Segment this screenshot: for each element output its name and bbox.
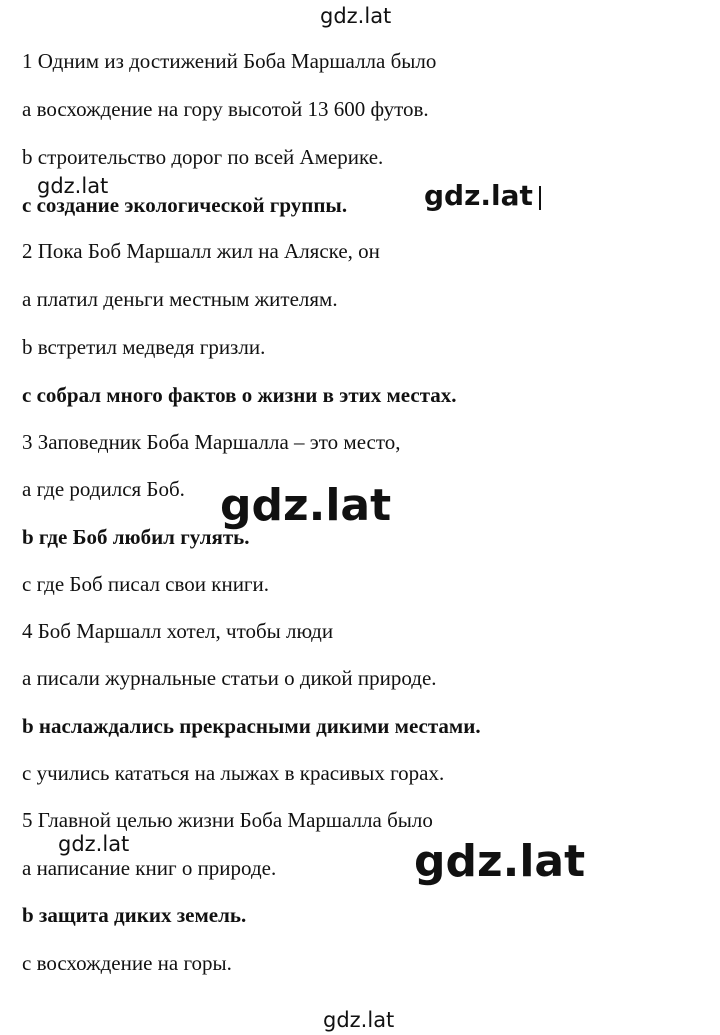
option-1b: b строительство дорог по всей Америке. <box>22 145 384 169</box>
option-2c-answer: с собрал много фактов о жизни в этих местах. <box>22 383 457 407</box>
option-1a: а восхождение на гору высотой 13 600 футов. <box>22 97 429 121</box>
question-1: 1 Одним из достижений Боба Маршалла было <box>22 49 437 73</box>
option-2b: b встретил медведя гризли. <box>22 335 266 359</box>
watermark-large-1: gdz.lat <box>220 480 392 531</box>
option-5b-answer: b защита диких земель. <box>22 903 247 927</box>
watermark-small-1: gdz.lat <box>37 174 109 198</box>
option-4c: с учились кататься на лыжах в красивых горах. <box>22 761 445 785</box>
option-3b-answer: b где Боб любил гулять. <box>22 525 250 549</box>
option-3a: а где родился Боб. <box>22 477 185 501</box>
question-5: 5 Главной целью жизни Боба Маршалла было <box>22 808 433 832</box>
option-5a: а написание книг о природе. <box>22 856 277 880</box>
option-4a: а писали журнальные статьи о дикой природе. <box>22 666 437 690</box>
watermark-large-2: gdz.lat <box>414 836 586 887</box>
watermark-mid-1: gdz.lat <box>424 179 533 212</box>
cursor-mark <box>539 186 541 210</box>
option-2a: а платил деньги местным жителям. <box>22 287 338 311</box>
watermark-small-2: gdz.lat <box>58 832 130 856</box>
option-3c: с где Боб писал свои книги. <box>22 572 270 596</box>
option-4b-answer: b наслаждались прекрасными дикими местами. <box>22 714 481 738</box>
question-3: 3 Заповедник Боба Маршалла – это место, <box>22 430 401 454</box>
watermark-bottom: gdz.lat <box>323 1008 395 1032</box>
question-2: 2 Пока Боб Маршалл жил на Аляске, он <box>22 239 380 263</box>
watermark-top: gdz.lat <box>320 4 392 28</box>
option-1c-answer: с создание экологической группы. <box>22 193 348 217</box>
option-5c: с восхождение на горы. <box>22 951 232 975</box>
question-4: 4 Боб Маршалл хотел, чтобы люди <box>22 619 334 643</box>
